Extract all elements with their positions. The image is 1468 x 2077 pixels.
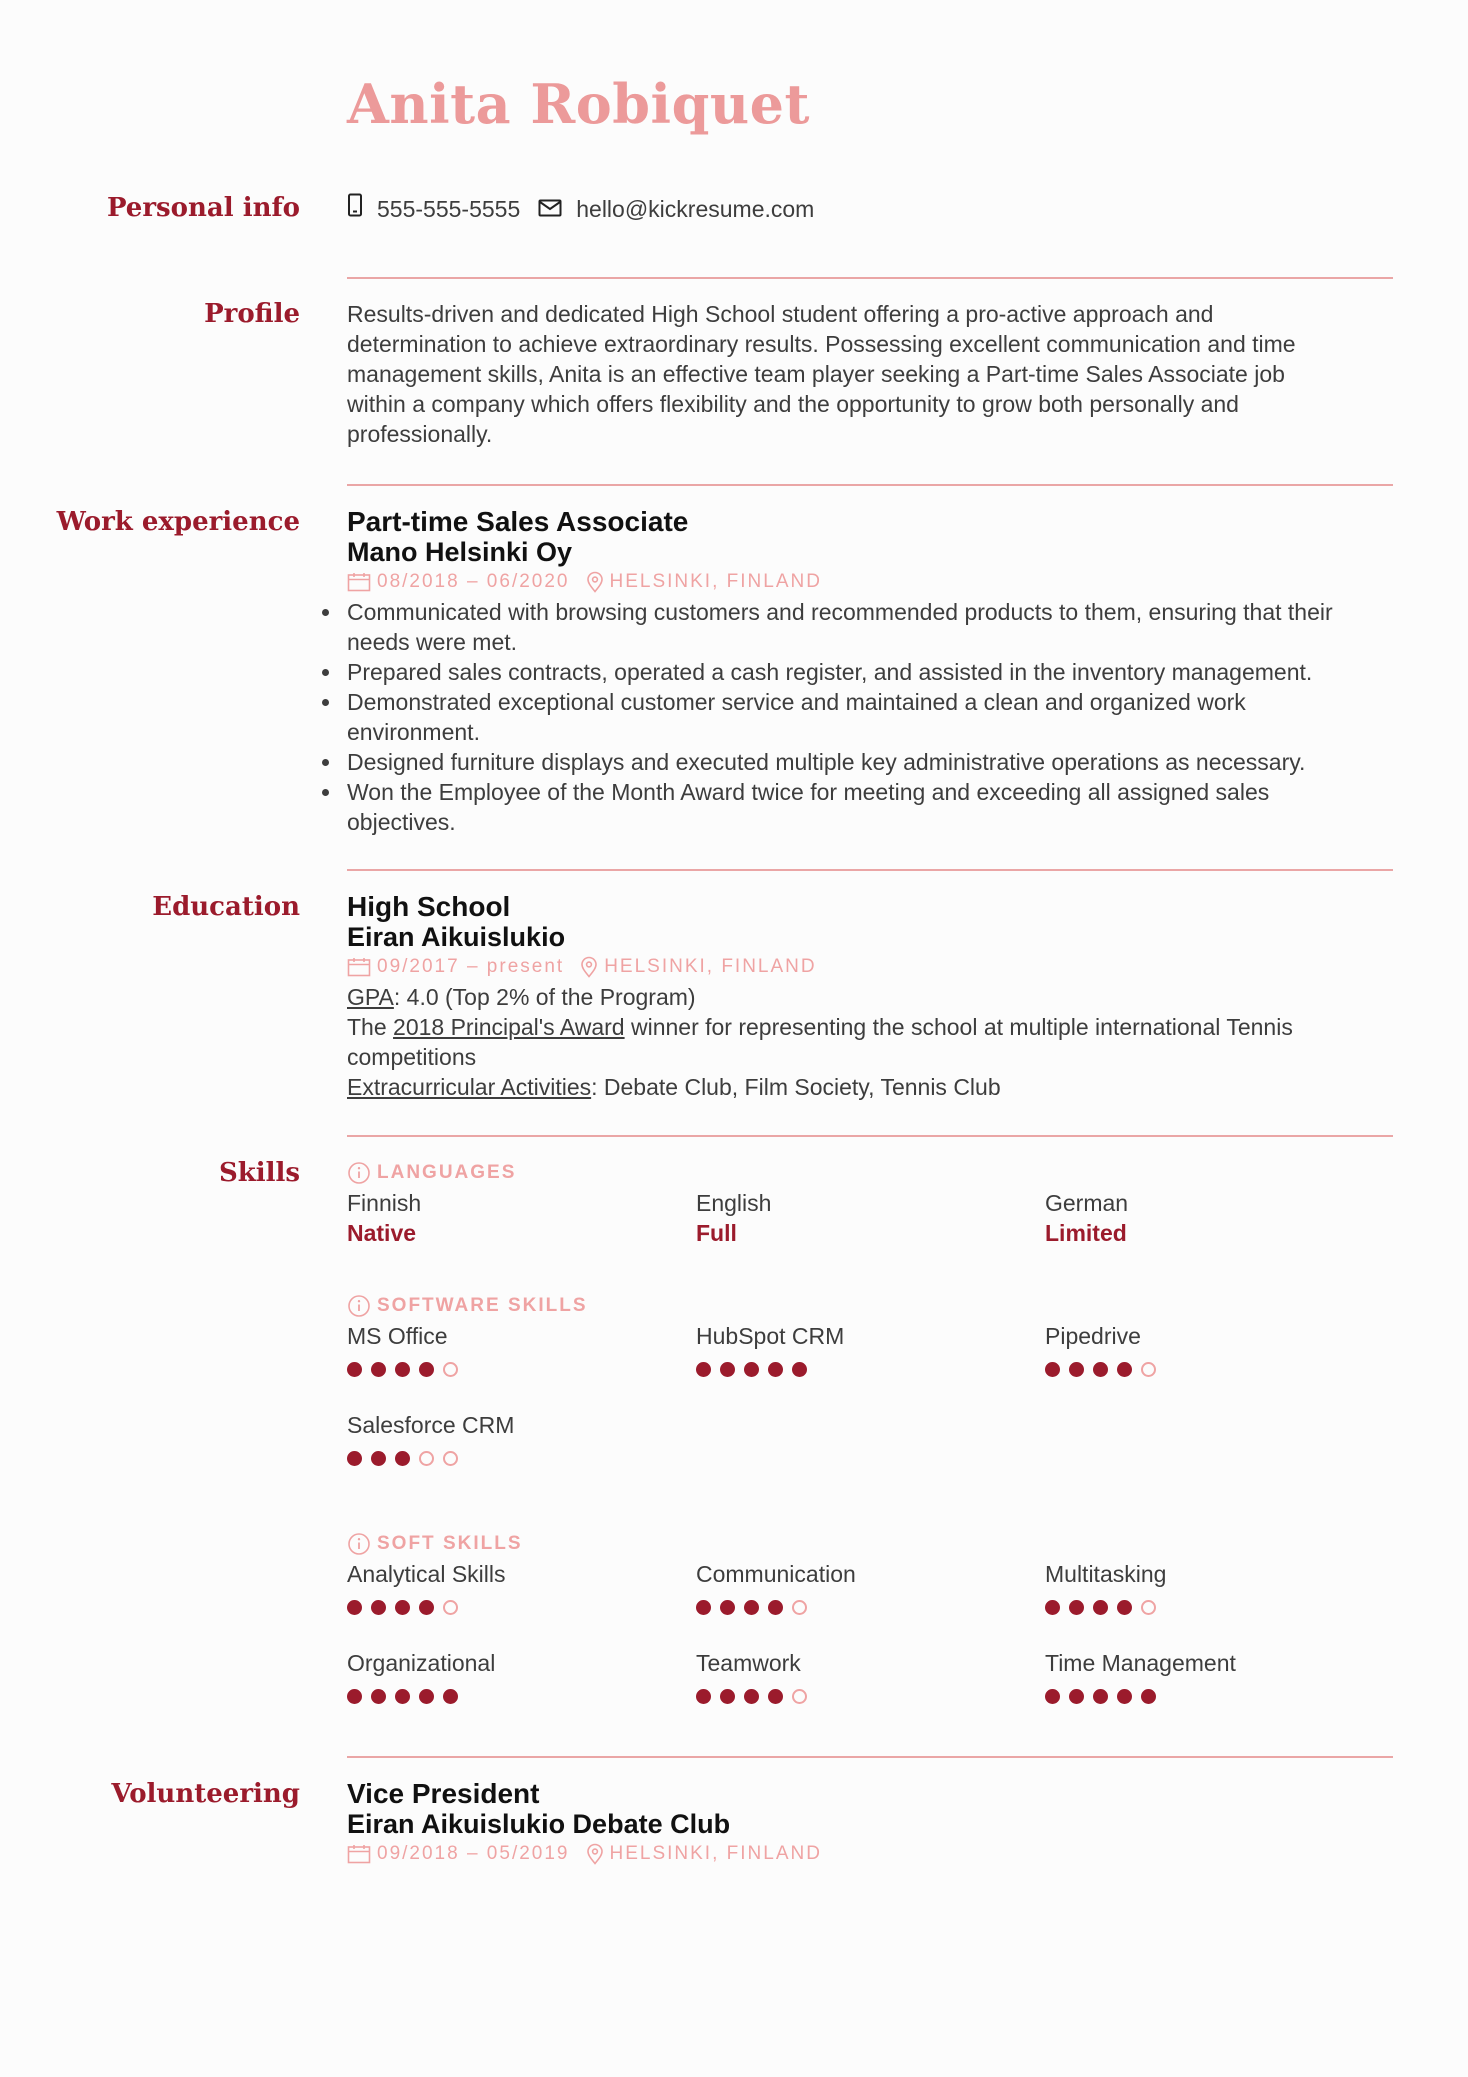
rating-dot-filled: [720, 1689, 735, 1704]
award-link: 2018 Principal's Award: [393, 1014, 625, 1040]
gpa-label: GPA: [347, 984, 394, 1010]
info-icon: [347, 1532, 371, 1556]
education-award: The 2018 Principal's Award winner for representing the school at multiple international Tennis competitions: [347, 1014, 1293, 1070]
volunteer-role: Vice President: [347, 1778, 540, 1809]
section-label-skills: Skills: [218, 1158, 300, 1188]
rating-dot-filled: [395, 1451, 410, 1466]
rating-dot-filled: [395, 1689, 410, 1704]
divider: [347, 277, 1393, 279]
soft-skills-heading: SOFT SKILLS: [347, 1529, 1393, 1559]
rating-dot-filled: [419, 1600, 434, 1615]
soft-skill-item: Time Management: [1045, 1648, 1393, 1708]
rating-dot-filled: [1045, 1362, 1060, 1377]
calendar-icon: [347, 1844, 371, 1864]
section-label-work-experience: Work experience: [56, 507, 300, 537]
rating-dot-empty: [443, 1451, 458, 1466]
rating-dot-filled: [1045, 1600, 1060, 1615]
rating-dot-filled: [347, 1451, 362, 1466]
rating-dot-filled: [1093, 1362, 1108, 1377]
contact-row: [347, 193, 1393, 224]
rating-dot-filled: [347, 1689, 362, 1704]
section-label-education: Education: [152, 892, 300, 922]
language-item: English Full: [696, 1190, 772, 1246]
education-gpa: GPA: 4.0 (Top 2% of the Program): [347, 984, 696, 1010]
rating-dot-filled: [1093, 1689, 1108, 1704]
language-item: Finnish Native: [347, 1190, 422, 1246]
education-location: HELSINKI, FINLAND: [604, 956, 817, 977]
list-item: Designed furniture displays and executed multiple key administrative operations as necessary.: [347, 747, 1393, 777]
extracurricular-label: Extracurricular Activities: [347, 1074, 592, 1100]
rating-dot-empty: [1141, 1600, 1156, 1615]
volunteer-org: Eiran Aikuislukio Debate Club: [347, 1809, 731, 1839]
rating-dot-filled: [1141, 1689, 1156, 1704]
job-location: HELSINKI, FINLAND: [609, 571, 822, 592]
divider: [347, 1135, 1393, 1137]
rating-dot-filled: [768, 1600, 783, 1615]
rating-dots: [347, 1359, 696, 1379]
rating-dot-filled: [371, 1600, 386, 1615]
rating-dot-filled: [371, 1689, 386, 1704]
rating-dots: [1045, 1597, 1393, 1617]
email-address[interactable]: hello@kickresume.com: [576, 195, 815, 222]
software-item: MS Office: [347, 1321, 696, 1410]
rating-dots: [1045, 1686, 1393, 1706]
profile-line: professionally.: [347, 421, 493, 447]
volunteer-location: HELSINKI, FINLAND: [609, 1843, 822, 1864]
rating-dots: [347, 1448, 696, 1468]
mail-icon: [538, 194, 562, 224]
rating-dots: [347, 1686, 696, 1706]
rating-dot-filled: [371, 1362, 386, 1377]
rating-dot-empty: [443, 1600, 458, 1615]
info-icon: [347, 1294, 371, 1318]
profile-line: Results-driven and dedicated High School student offering a pro-active approach and: [347, 301, 1214, 327]
rating-dot-filled: [443, 1689, 458, 1704]
languages-grid: [347, 1188, 1393, 1248]
rating-dot-empty: [419, 1451, 434, 1466]
profile-line: determination to achieve extraordinary results. Possessing excellent communication and time: [347, 331, 1296, 357]
location-pin-icon: [586, 571, 604, 593]
rating-dot-filled: [419, 1689, 434, 1704]
rating-dot-filled: [1069, 1689, 1084, 1704]
soft-skill-item: Multitasking: [1045, 1559, 1393, 1648]
section-label-personal-info: Personal info: [106, 193, 300, 223]
rating-dots: [696, 1359, 1045, 1379]
rating-dot-filled: [696, 1362, 711, 1377]
profile-line: within a company which offers flexibility and the opportunity to grow both personally and: [347, 391, 1239, 417]
rating-dot-filled: [744, 1362, 759, 1377]
soft-skills-grid: [347, 1559, 1393, 1708]
rating-dot-filled: [347, 1600, 362, 1615]
language-item: German Limited: [1045, 1190, 1129, 1246]
job-meta: [347, 567, 1393, 597]
soft-skill-item: Teamwork: [696, 1648, 1045, 1708]
education-dates: 09/2017 – present: [377, 956, 565, 977]
rating-dot-filled: [1117, 1600, 1132, 1615]
rating-dot-filled: [1093, 1600, 1108, 1615]
education-meta: [347, 952, 1393, 982]
rating-dot-filled: [1069, 1362, 1084, 1377]
rating-dots: [347, 1597, 696, 1617]
soft-skill-item: Analytical Skills: [347, 1559, 696, 1648]
education-school: Eiran Aikuislukio: [347, 922, 566, 952]
job-title: Part-time Sales Associate: [347, 506, 689, 537]
list-item: Won the Employee of the Month Award twice for meeting and exceeding all assigned sales objectives.: [347, 777, 1393, 837]
info-icon: [347, 1161, 371, 1185]
rating-dot-filled: [720, 1600, 735, 1615]
rating-dot-filled: [720, 1362, 735, 1377]
rating-dot-filled: [744, 1689, 759, 1704]
phone-number[interactable]: 555-555-5555: [377, 195, 521, 222]
rating-dot-filled: [744, 1600, 759, 1615]
section-label-volunteering: Volunteering: [111, 1779, 300, 1809]
calendar-icon: [347, 572, 371, 592]
rating-dot-empty: [1141, 1362, 1156, 1377]
rating-dot-filled: [768, 1362, 783, 1377]
software-item: Salesforce CRM: [347, 1410, 696, 1470]
divider: [347, 1756, 1393, 1758]
rating-dot-empty: [443, 1362, 458, 1377]
software-item: HubSpot CRM: [696, 1321, 1045, 1410]
education-title: High School: [347, 891, 511, 922]
software-grid: [347, 1321, 1393, 1470]
rating-dot-filled: [395, 1362, 410, 1377]
job-dates: 08/2018 – 06/2020: [377, 571, 570, 592]
job-employer: Mano Helsinki Oy: [347, 537, 573, 567]
rating-dot-filled: [1069, 1600, 1084, 1615]
rating-dots: [696, 1597, 1045, 1617]
soft-skill-item: Communication: [696, 1559, 1045, 1648]
location-pin-icon: [586, 1843, 604, 1865]
rating-dot-filled: [792, 1362, 807, 1377]
list-item: Communicated with browsing customers and recommended products to them, ensuring that their needs were met.: [347, 597, 1393, 657]
profile-line: management skills, Anita is an effective team player seeking a Part-time Sales Associate job: [347, 361, 1285, 387]
rating-dot-filled: [347, 1362, 362, 1377]
divider: [347, 869, 1393, 871]
section-label-profile: Profile: [204, 299, 300, 329]
phone-icon: [347, 193, 363, 224]
software-skills-heading: SOFTWARE SKILLS: [347, 1291, 1393, 1321]
volunteer-meta: [347, 1839, 1393, 1869]
rating-dots: [1045, 1359, 1393, 1379]
rating-dot-filled: [1117, 1689, 1132, 1704]
rating-dots: [696, 1686, 1045, 1706]
rating-dot-filled: [696, 1689, 711, 1704]
candidate-name: Anita Robiquet: [347, 72, 810, 136]
volunteer-dates: 09/2018 – 05/2019: [377, 1843, 570, 1864]
rating-dot-filled: [1117, 1362, 1132, 1377]
rating-dot-filled: [371, 1451, 386, 1466]
rating-dot-filled: [768, 1689, 783, 1704]
software-item: Pipedrive: [1045, 1321, 1393, 1410]
rating-dot-filled: [1045, 1689, 1060, 1704]
languages-heading: LANGUAGES: [347, 1158, 1393, 1188]
list-item: Prepared sales contracts, operated a cash register, and assisted in the inventory management.: [347, 657, 1393, 687]
job-bullets: [347, 597, 1393, 837]
rating-dot-filled: [395, 1600, 410, 1615]
rating-dot-empty: [792, 1689, 807, 1704]
list-item: Demonstrated exceptional customer service and maintained a clean and organized work environment.: [347, 687, 1393, 747]
education-extracurricular: Extracurricular Activities: Debate Club, Film Society, Tennis Club: [347, 1074, 1001, 1100]
rating-dot-filled: [696, 1600, 711, 1615]
divider: [347, 484, 1393, 486]
soft-skill-item: Organizational: [347, 1648, 696, 1708]
rating-dot-empty: [792, 1600, 807, 1615]
rating-dot-filled: [419, 1362, 434, 1377]
calendar-icon: [347, 957, 371, 977]
location-pin-icon: [580, 956, 598, 978]
